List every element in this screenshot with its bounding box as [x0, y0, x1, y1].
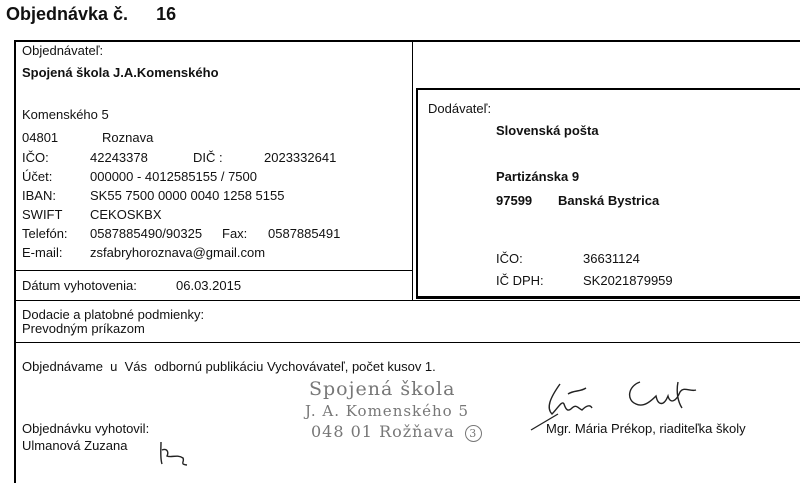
supplier-name: Slovenská pošta: [496, 123, 599, 138]
supplier-box-left: [416, 88, 418, 299]
orderer-dic: 2023332641: [264, 150, 337, 165]
order-text: Objednávame u Vás odbornú publikáciu Vychovávateľ, počet kusov 1.: [22, 359, 436, 374]
orderer-iban: SK55 7500 0000 0040 1258 5155: [90, 188, 285, 203]
supplier-street: Partizánska 9: [496, 169, 580, 184]
issue-date: 06.03.2015: [176, 278, 242, 293]
orderer-right-border: [412, 90, 413, 300]
supplier-ico: 36631124: [583, 251, 640, 266]
orderer-email-label: E-mail:: [22, 245, 63, 260]
stamp-line-3: 048 01 Rožňava: [311, 422, 455, 441]
orderer-ico-label: IČO:: [22, 150, 49, 165]
orderer-name: Spojená škola J.A.Komenského: [22, 65, 219, 80]
outer-top-border: [14, 40, 800, 42]
orderer-street: Komenského 5: [22, 107, 109, 122]
stamp-line-1: Spojená škola: [309, 378, 456, 400]
supplier-city: Banská Bystrica: [558, 193, 660, 208]
director-name: Mgr. Mária Prékop, riaditeľka školy: [546, 421, 746, 436]
orderer-bottom-divider: [14, 300, 800, 301]
document-title: [6, 4, 176, 25]
stamp-circle-mark: 3: [465, 425, 482, 442]
date-top-divider: [14, 270, 413, 271]
orderer-account-label: Účet:: [22, 169, 53, 184]
orderer-dic-label: DIČ :: [193, 150, 223, 165]
stamp-line-2: J. A. Komenského 5: [305, 402, 470, 420]
supplier-label: Dodávateľ:: [428, 101, 492, 116]
terms-label: Dodacie a platobné podmienky:: [22, 307, 205, 322]
orderer-phone: 0587885490/90325: [90, 226, 203, 241]
terms-value: Prevodným príkazom: [22, 321, 145, 336]
terms-bottom-divider: [14, 342, 800, 343]
school-stamp: [305, 378, 478, 442]
creator-signature-image: [155, 438, 195, 468]
orderer-account: 000000 - 4012585155 / 7500: [90, 169, 257, 184]
supplier-box-top: [416, 88, 800, 90]
orderer-swift: CEKOSKBX: [90, 207, 162, 222]
orderer-phone-label: Telefón:: [22, 226, 68, 241]
supplier-icdph-label: IČ DPH:: [496, 273, 544, 288]
orderer-label: Objednávateľ:: [22, 43, 104, 58]
outer-left-border: [14, 40, 16, 483]
supplier-box-bottom: [416, 296, 800, 299]
orderer-zip: 04801: [22, 130, 59, 145]
issue-date-label: Dátum vyhotovenia:: [22, 278, 137, 293]
order-number: 16: [156, 4, 177, 24]
left-column-divider: [412, 40, 413, 90]
orderer-iban-label: IBAN:: [22, 188, 56, 203]
supplier-zip: 97599: [496, 193, 533, 208]
orderer-fax: 0587885491: [268, 226, 341, 241]
title-label: Objednávka č.: [6, 4, 129, 24]
supplier-ico-label: IČO:: [496, 251, 523, 266]
supplier-icdph: SK2021879959: [583, 273, 673, 288]
orderer-swift-label: SWIFT: [22, 207, 63, 222]
created-by-name: Ulmanová Zuzana: [22, 438, 128, 453]
created-by-label: Objednávku vyhotovil:: [22, 421, 150, 436]
orderer-ico: 42243378: [90, 150, 148, 165]
orderer-fax-label: Fax:: [222, 226, 248, 241]
orderer-city: Roznava: [102, 130, 154, 145]
orderer-email: zsfabryhoroznava@gmail.com: [90, 245, 266, 260]
